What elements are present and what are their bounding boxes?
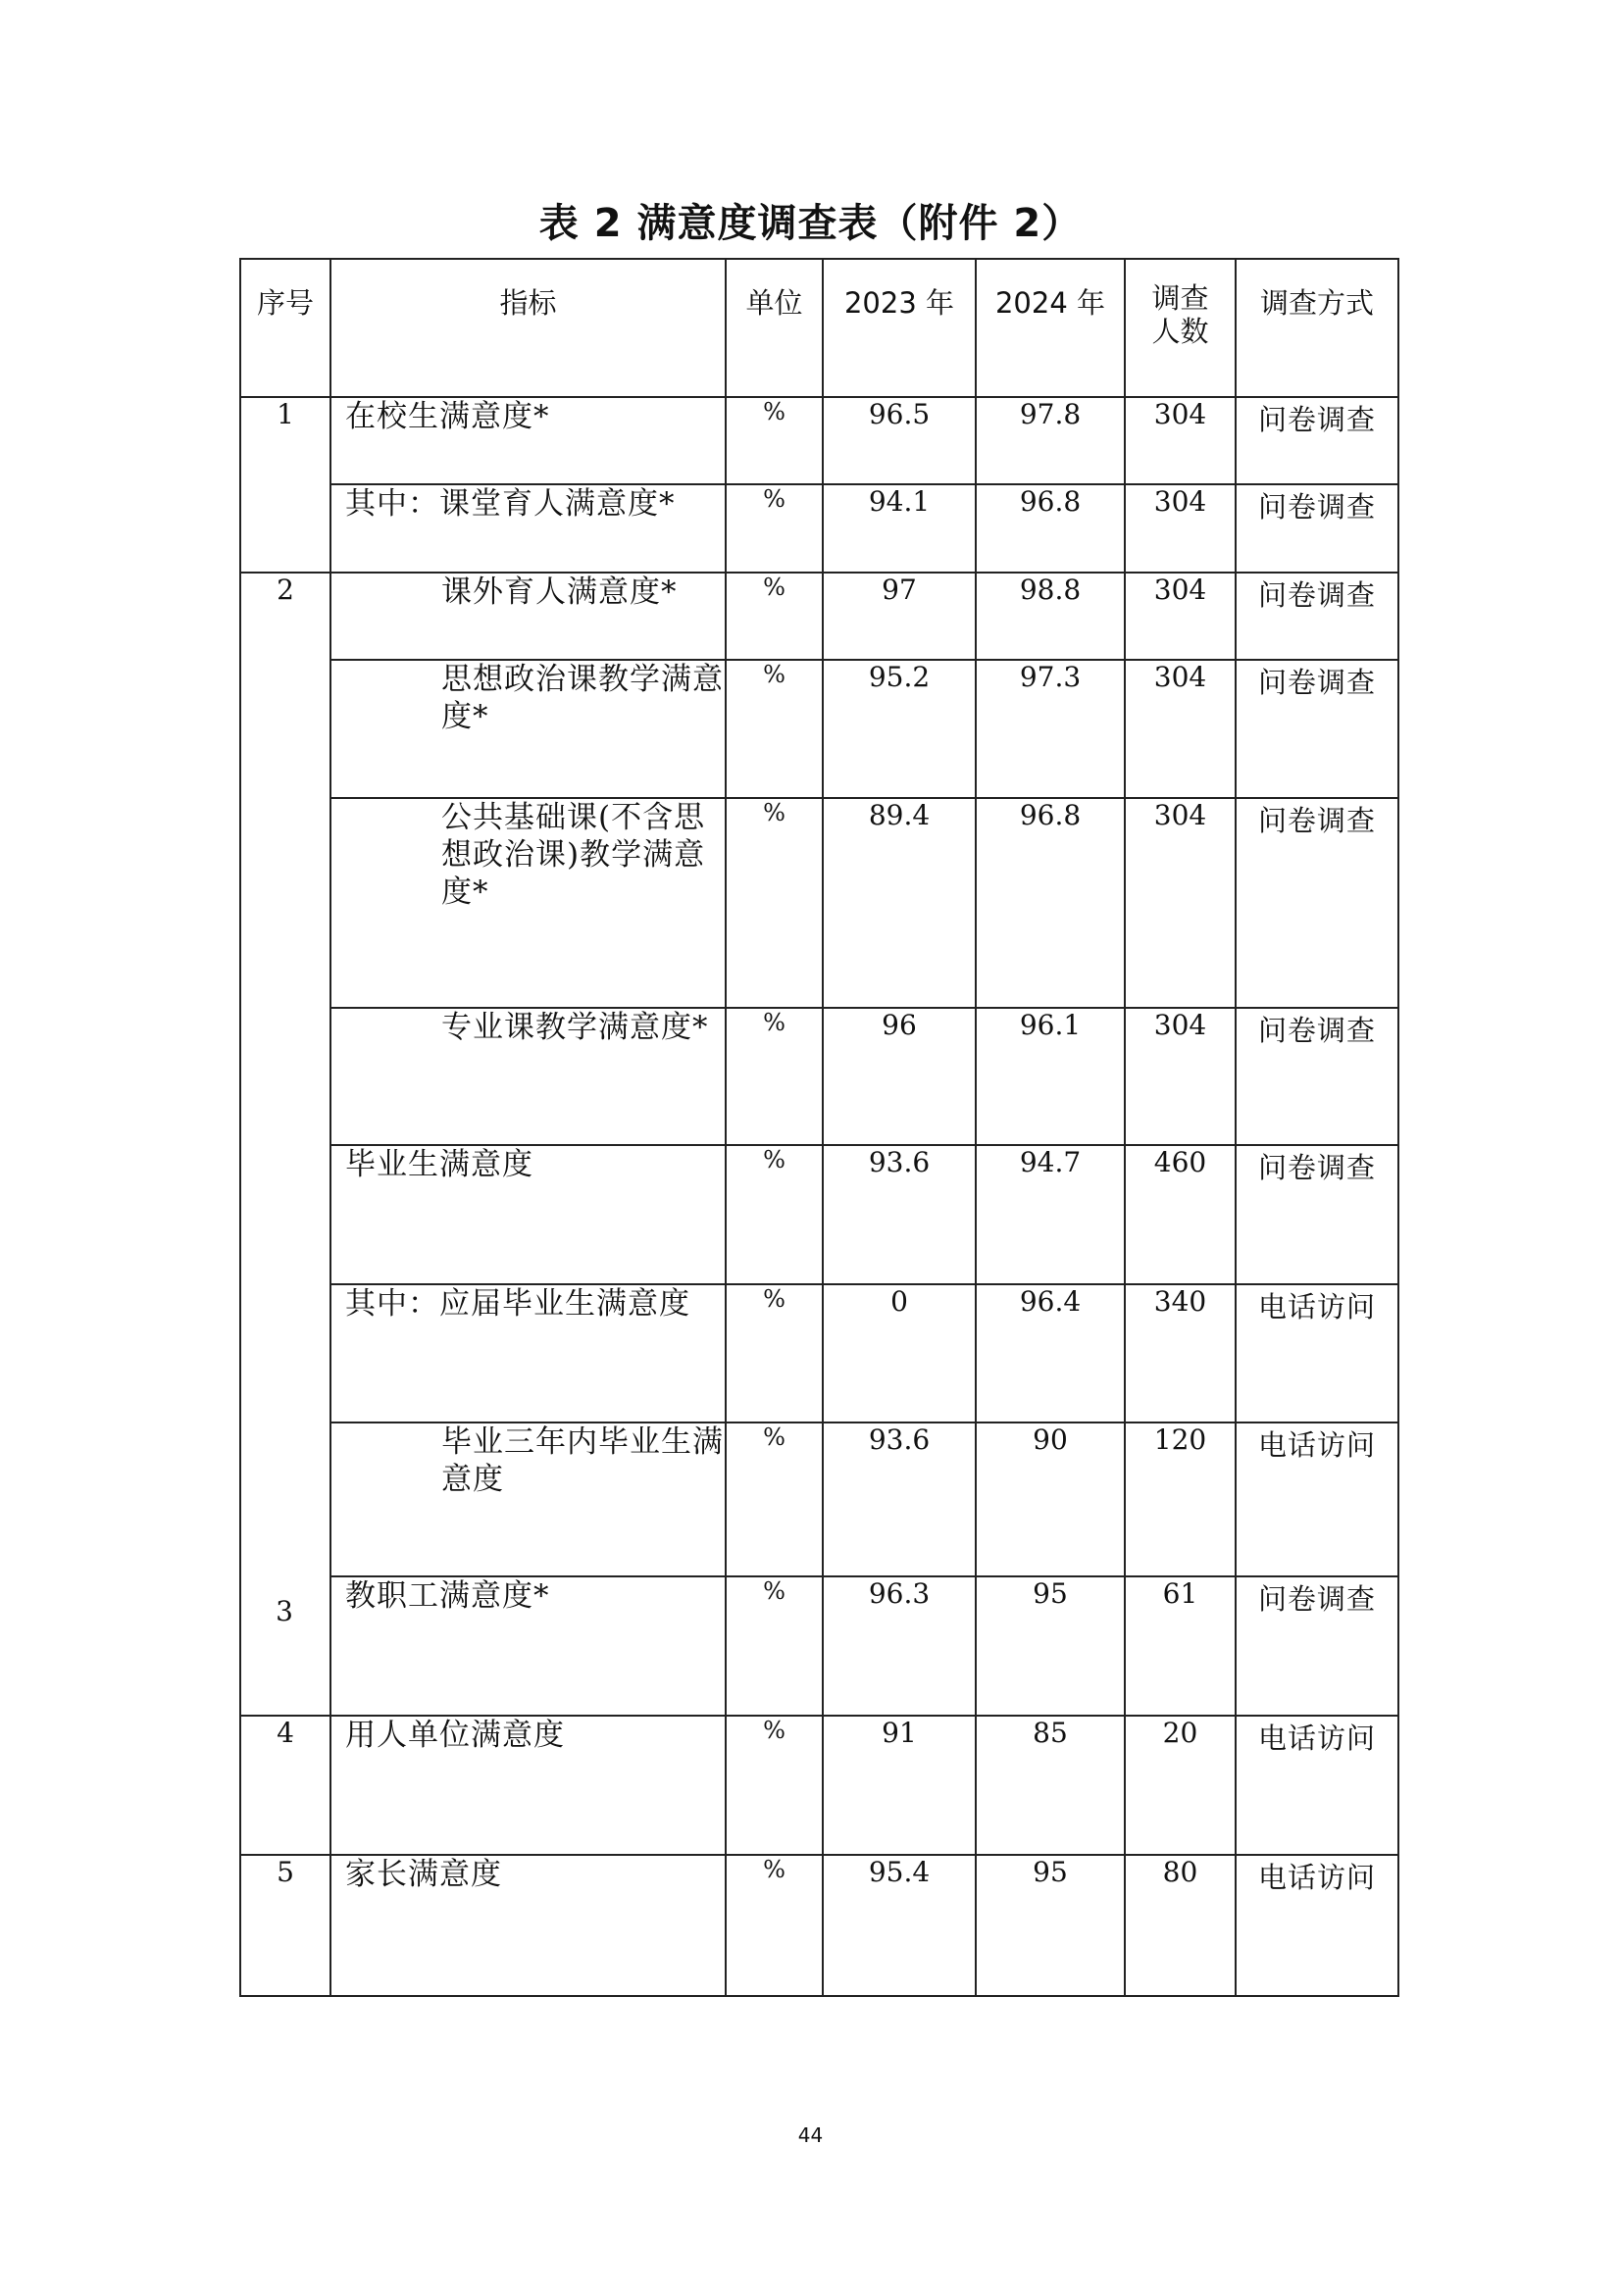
indicator-cell: 公共基础课(不含思想政治课)教学满意度* — [330, 798, 726, 1008]
unit-cell: % — [726, 1716, 823, 1855]
method-cell: 问卷调查 — [1236, 484, 1398, 573]
count-cell: 340 — [1125, 1284, 1236, 1423]
indicator-cell: 毕业三年内毕业生满意度 — [330, 1423, 726, 1576]
value-2023-cell: 96 — [823, 1008, 976, 1145]
method-cell: 问卷调查 — [1236, 1576, 1398, 1716]
count-cell: 304 — [1125, 484, 1236, 573]
satisfaction-survey-table — [239, 258, 1399, 1997]
value-2023-cell: 94.1 — [823, 484, 976, 573]
count-cell: 460 — [1125, 1145, 1236, 1284]
value-2024-cell: 96.8 — [976, 798, 1125, 1008]
table-row — [240, 1716, 1398, 1855]
unit-cell: % — [726, 573, 823, 660]
value-2023-cell: 89.4 — [823, 798, 976, 1008]
group-seq: 4 — [240, 1716, 330, 1855]
count-cell: 304 — [1125, 573, 1236, 660]
header-row — [240, 259, 1398, 397]
value-2023-cell: 96.3 — [823, 1576, 976, 1716]
header-2023: 2023 年 — [823, 259, 976, 397]
header-2024: 2024 年 — [976, 259, 1125, 397]
value-2023-cell: 93.6 — [823, 1423, 976, 1576]
method-cell: 电话访问 — [1236, 1284, 1398, 1423]
unit-cell: % — [726, 1855, 823, 1996]
table-row — [240, 660, 1398, 798]
group-seq-3: 3 — [276, 1595, 293, 1627]
value-2024-cell: 90 — [976, 1423, 1125, 1576]
unit-cell: % — [726, 1576, 823, 1716]
value-2024-cell: 85 — [976, 1716, 1125, 1855]
value-2024-cell: 97.3 — [976, 660, 1125, 798]
method-cell: 问卷调查 — [1236, 660, 1398, 798]
indicator-cell: 课外育人满意度* — [330, 573, 726, 660]
unit-cell: % — [726, 1008, 823, 1145]
unit-cell: % — [726, 1145, 823, 1284]
value-2024-cell: 95 — [976, 1576, 1125, 1716]
table-row — [240, 1145, 1398, 1284]
table-row — [240, 573, 1398, 660]
method-cell: 电话访问 — [1236, 1716, 1398, 1855]
method-cell: 问卷调查 — [1236, 1145, 1398, 1284]
count-cell: 120 — [1125, 1423, 1236, 1576]
method-cell: 电话访问 — [1236, 1855, 1398, 1996]
value-2023-cell: 0 — [823, 1284, 976, 1423]
count-cell: 304 — [1125, 660, 1236, 798]
indicator-cell: 其中：课堂育人满意度* — [330, 484, 726, 573]
unit-cell: % — [726, 484, 823, 573]
group-seq: 5 — [240, 1855, 330, 1996]
group-seq: 2 — [240, 573, 330, 1716]
table-title: 表 2 满意度调查表（附件 2） — [538, 201, 1083, 246]
method-cell: 问卷调查 — [1236, 397, 1398, 484]
table-row — [240, 484, 1398, 573]
unit-cell: % — [726, 1423, 823, 1576]
table-row — [240, 1423, 1398, 1576]
value-2023-cell: 95.2 — [823, 660, 976, 798]
header-count — [1125, 259, 1236, 397]
indicator-cell: 用人单位满意度 — [330, 1716, 726, 1855]
indicator-cell: 毕业生满意度 — [330, 1145, 726, 1284]
indicator-cell: 教职工满意度* — [330, 1576, 726, 1716]
indicator-cell: 在校生满意度* — [330, 397, 726, 484]
method-cell: 问卷调查 — [1236, 798, 1398, 1008]
method-cell: 电话访问 — [1236, 1423, 1398, 1576]
header-seq: 序号 — [240, 259, 330, 397]
count-cell: 20 — [1125, 1716, 1236, 1855]
value-2024-cell: 97.8 — [976, 397, 1125, 484]
method-cell: 问卷调查 — [1236, 573, 1398, 660]
header-indicator: 指标 — [330, 259, 726, 397]
header-count-line1: 调查 — [1151, 281, 1209, 315]
indicator-cell: 专业课教学满意度* — [330, 1008, 726, 1145]
count-cell: 304 — [1125, 397, 1236, 484]
count-cell: 61 — [1125, 1576, 1236, 1716]
table-row — [240, 1855, 1398, 1996]
value-2024-cell: 95 — [976, 1855, 1125, 1996]
indicator-cell: 思想政治课教学满意度* — [330, 660, 726, 798]
table-row — [240, 397, 1398, 484]
value-2023-cell: 97 — [823, 573, 976, 660]
unit-cell: % — [726, 660, 823, 798]
value-2024-cell: 96.8 — [976, 484, 1125, 573]
count-cell: 304 — [1125, 798, 1236, 1008]
table-row — [240, 1576, 1398, 1716]
unit-cell: % — [726, 798, 823, 1008]
unit-cell: % — [726, 1284, 823, 1423]
indicator-cell: 其中：应届毕业生满意度 — [330, 1284, 726, 1423]
value-2024-cell: 98.8 — [976, 573, 1125, 660]
count-cell: 304 — [1125, 1008, 1236, 1145]
group-seq: 1 — [240, 397, 330, 573]
header-count-line2: 人数 — [1151, 315, 1209, 348]
value-2024-cell: 96.1 — [976, 1008, 1125, 1145]
header-unit: 单位 — [726, 259, 823, 397]
value-2023-cell: 95.4 — [823, 1855, 976, 1996]
value-2024-cell: 96.4 — [976, 1284, 1125, 1423]
page-number: 44 — [797, 2123, 824, 2147]
table-row — [240, 1284, 1398, 1423]
count-cell: 80 — [1125, 1855, 1236, 1996]
table-row — [240, 798, 1398, 1008]
header-method: 调查方式 — [1236, 259, 1398, 397]
table-row — [240, 1008, 1398, 1145]
unit-cell: % — [726, 397, 823, 484]
value-2024-cell: 94.7 — [976, 1145, 1125, 1284]
value-2023-cell: 96.5 — [823, 397, 976, 484]
value-2023-cell: 91 — [823, 1716, 976, 1855]
indicator-cell: 家长满意度 — [330, 1855, 726, 1996]
method-cell: 问卷调查 — [1236, 1008, 1398, 1145]
value-2023-cell: 93.6 — [823, 1145, 976, 1284]
